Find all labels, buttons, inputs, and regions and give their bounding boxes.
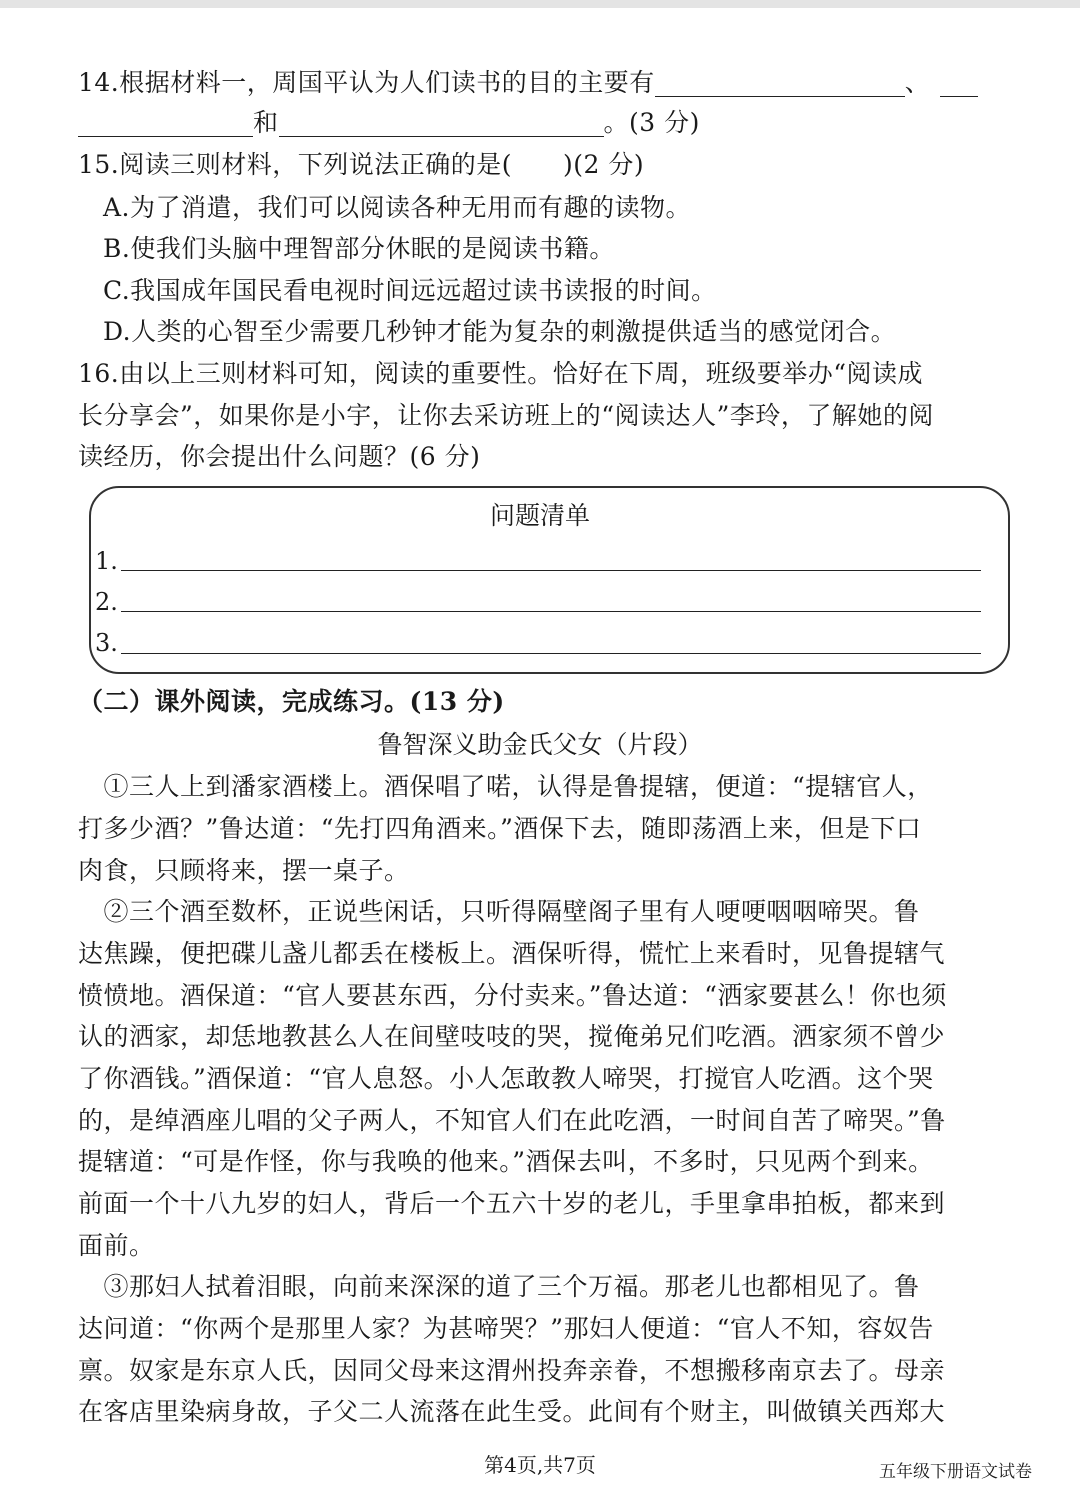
- q16-line-3: 读经历，你会提出什么问题？(6 分): [78, 442, 481, 471]
- passage-line-2: 打多少酒？”鲁达道：“先打四角酒来。”酒保下去，随即荡酒上来，但是下口: [78, 814, 922, 843]
- passage-line-7: 认的洒家，却恁地教甚么人在间壁吱吱的哭，搅俺弟兄们吃酒。洒家须不曾少: [78, 1022, 946, 1051]
- q14-line2: [78, 102, 1078, 144]
- top-edge-bar: [0, 0, 1080, 8]
- passage-line-14: 达问道：“你两个是那里人家？为甚啼哭？”那妇人便道：“官人不知，容奴告: [78, 1314, 934, 1343]
- passage-line-5: 达焦躁，便把碟儿盏儿都丢在楼板上。酒保听得，慌忙上来看时，见鲁提辖气: [78, 939, 946, 968]
- q14-blank-2b[interactable]: [78, 106, 253, 137]
- q15-option-b: B.使我们头脑中理智部分休眠的是阅读书籍。: [103, 234, 615, 263]
- passage-line-4: ②三个酒至数杯，正说些闲话，只听得隔壁阁子里有人哽哽咽咽啼哭。鲁: [78, 897, 920, 926]
- question-item-1-number: 1.: [95, 547, 118, 575]
- passage-line-15: 禀。奴家是东京人氏，因同父母来这渭州投奔亲眷，不想搬移南京去了。母亲: [78, 1356, 946, 1385]
- q15-option-d: D.人类的心智至少需要几秒钟才能为复杂的刺激提供适当的感觉闭合。: [103, 317, 897, 346]
- q15-option-a: A.为了消遣，我们可以阅读各种无用而有趣的读物。: [103, 193, 692, 222]
- passage-line-8: 了你酒钱。”酒保道：“官人息怒。小人怎敢教人啼哭，打搅官人吃酒。这个哭: [78, 1064, 934, 1093]
- page-number: 第4页,共7页: [484, 1453, 596, 1477]
- question-item-1-line[interactable]: [121, 570, 981, 571]
- q15-option-c: C.我国成年国民看电视时间远远超过读书读报的时间。: [103, 276, 717, 305]
- q14-and: 和: [253, 108, 279, 137]
- passage-line-10: 提辖道：“可是作怪，你与我唤的他来。”酒保去叫，不多时，只见两个到来。: [78, 1147, 934, 1176]
- q14-blank-1[interactable]: [655, 66, 905, 97]
- passage-line-12: 面前。: [78, 1231, 155, 1260]
- question-item-2-number: 2.: [95, 588, 118, 616]
- q14-end: 。(3 分): [603, 108, 700, 137]
- q15-stem: 15.阅读三则材料，下列说法正确的是( )(2 分): [78, 150, 645, 179]
- q14-line1: [78, 62, 1078, 104]
- passage-line-1: ①三人上到潘家酒楼上。酒保唱了喏，认得是鲁提辖，便道：“提辖官人，: [78, 772, 933, 801]
- q14-text: 14.根据材料一，周国平认为人们读书的目的主要有: [78, 68, 655, 97]
- passage-line-6: 愤愤地。酒保道：“官人要甚东西，分付卖来。”鲁达道：“洒家要甚么！你也须: [78, 981, 947, 1010]
- q14-blank-2a[interactable]: [940, 66, 978, 97]
- question-list-title: 问题清单: [489, 501, 590, 530]
- q16-line-2: 长分享会”，如果你是小宇，让你去采访班上的“阅读达人”李玲，了解她的阅: [78, 401, 934, 430]
- passage-line-13: ③那妇人拭着泪眼，向前来深深的道了三个万福。那老儿也都相见了。鲁: [78, 1272, 920, 1301]
- question-item-3-line[interactable]: [121, 653, 981, 654]
- exam-name: 五年级下册语文试卷: [879, 1462, 1032, 1482]
- q14-sep: 、: [904, 68, 931, 97]
- passage-line-3: 肉食，只顾将来，摆一桌子。: [78, 856, 410, 885]
- q14-blank-3[interactable]: [279, 106, 604, 137]
- passage-title: 鲁智深义助金氏父女（片段）: [377, 730, 703, 759]
- q16-line-1: 16.由以上三则材料可知，阅读的重要性。恰好在下周，班级要举办“阅读成: [78, 359, 924, 388]
- question-item-3-number: 3.: [95, 629, 118, 657]
- question-item-2-line[interactable]: [121, 611, 981, 612]
- passage-line-16: 在客店里染病身故，子父二人流落在此生受。此间有个财主，叫做镇关西郑大: [78, 1397, 946, 1426]
- section2-heading: （二）课外阅读，完成练习。(13 分): [78, 687, 505, 716]
- passage-line-9: 的，是绰酒座儿唱的父子两人，不知官人们在此吃酒，一时间自苦了啼哭。”鲁: [78, 1106, 946, 1135]
- passage-line-11: 前面一个十八九岁的妇人，背后一个五六十岁的老儿，手里拿串拍板，都来到: [78, 1189, 946, 1218]
